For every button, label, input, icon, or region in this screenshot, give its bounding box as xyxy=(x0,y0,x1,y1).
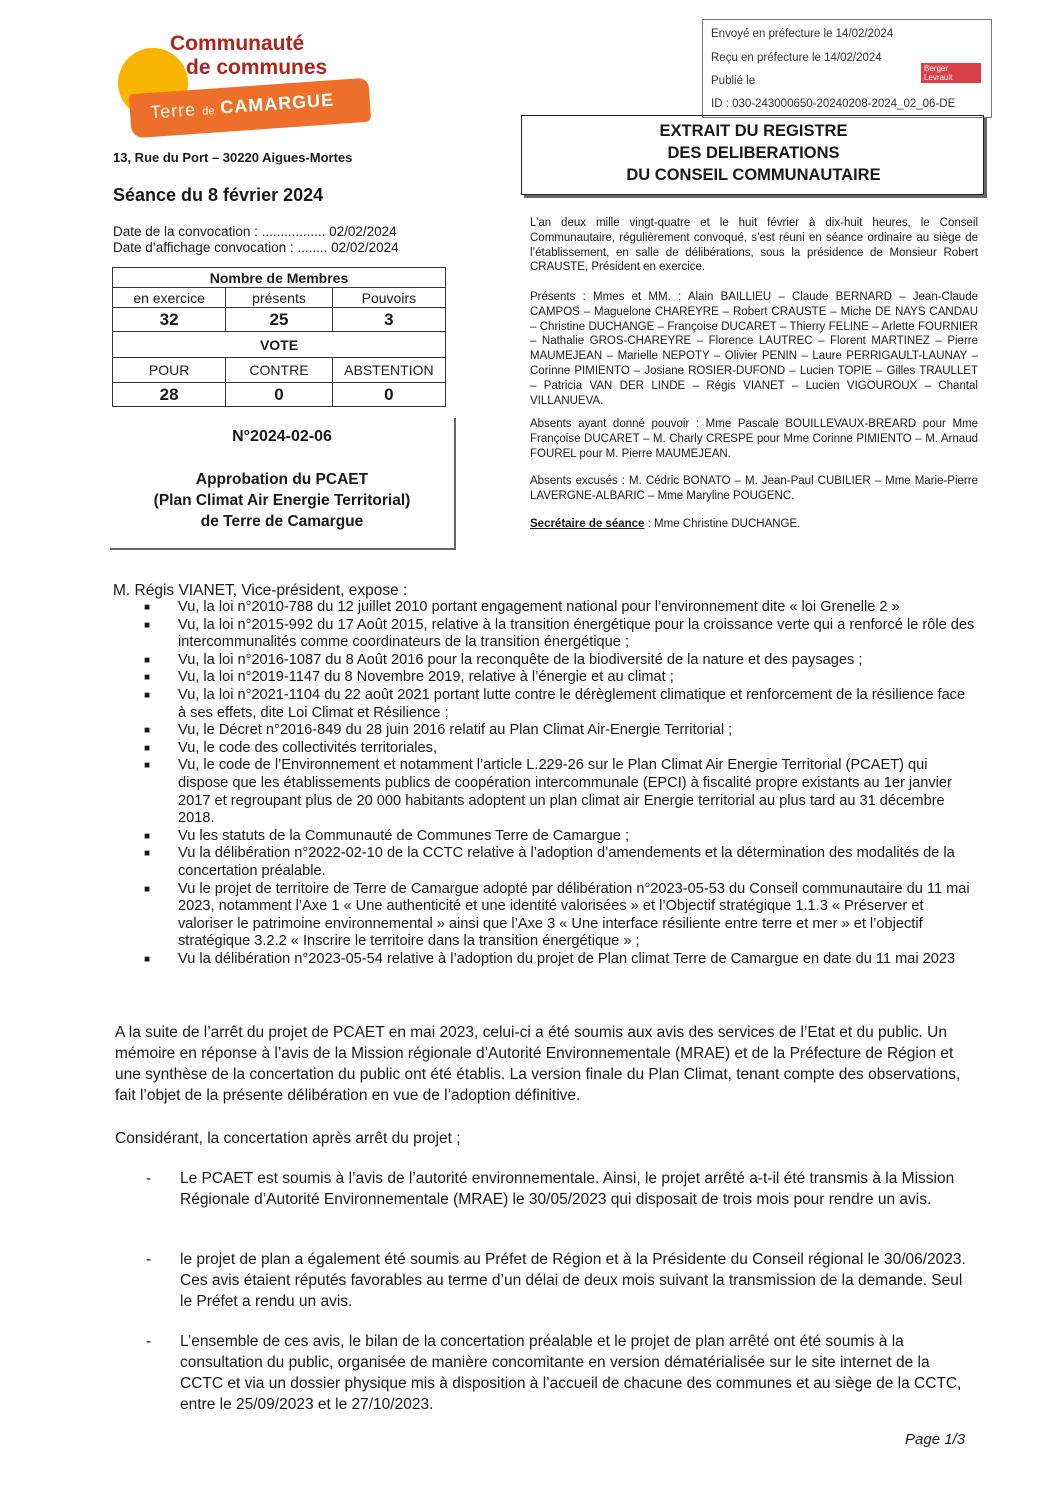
logo-terre: Terre xyxy=(149,99,197,123)
deliberation-title-line2: (Plan Climat Air Energie Territorial) xyxy=(153,492,411,509)
expose-intro: M. Régis VIANET, Vice-président, expose : xyxy=(113,582,408,599)
bullet-icon: ■ xyxy=(144,619,151,631)
logo-camargue: CAMARGUE xyxy=(219,89,335,118)
seance-date: Séance du 8 février 2024 xyxy=(113,185,324,205)
page-number: Page 1/3 xyxy=(905,1431,966,1448)
list-item: ■ Vu le projet de territoire de Terre de Camargue adopté par délibération n°2023-05-53 du Conseil communautaire du 11 mai 2023, notamment l’Axe 1 « Une authenticité et une identité valorisées » et l’Objectif stratégique 1.1.3 « Préserver et valoriser le patrimoine environnemental » ainsi que l’Axe 3 « Une interface résiliente entre terre et mer » et l’objectif stratégique 3.2.2 « Inscrire le territoire dans la transition énergétique » ; xyxy=(144,880,970,950)
list-item: ■ Vu, le code de l’Environnement et notamment l’article L.229-26 sur le Plan Climat Air Energie Territorial (PCAET) qui dispose que les établissements publics de coopération intercommunale (EPCI) à fiscalité propre existants au 1er janvier 2017 et regroupant plus de 20 000 habitants adoptent un plan climat air Energie territorial au plus tard au 31 décembre 2018. xyxy=(144,757,952,827)
list-item: ■ Vu, la loi n°2019-1147 du 8 Novembre 2019, relative à l’énergie et au climat ; xyxy=(144,669,674,686)
members-val-exercice: 32 xyxy=(113,308,226,332)
vote-col-contre: CONTRE xyxy=(226,358,333,383)
vote-val-pour: 28 xyxy=(113,383,226,407)
members-col-pouvoirs: Pouvoirs xyxy=(332,288,445,308)
presents-list: Présents : Mmes et MM. : Alain BAILLIEU – Claude BERNARD – Jean-Claude CAMPOS – Maguelone CHAREYRE – Robert CRAUSTE – Miche DE NAYS CANDAU – Christine DUCHANGE – Françoise DUCARET – Thierry FELINE – Arlette FOURNIER – Nathalie GROS-CHAREYRE – Florence LAUTREC – Florent MARTINEZ – Pierre MAUMEJEAN – Marielle NEPOTY – Olivier PENIN – Laure PERRIGAULT-LAUNAY – Corinne PIMIENTO – Josiane ROSIER-DUFOND – Lucien TOPIE – Gilles TRAULLET – Patricia VAN DER LINDE – Régis VIANET – Lucien VIGOUROUX – Chantal VILLANUEVA. xyxy=(530,291,978,407)
bullet-icon: ■ xyxy=(144,602,151,613)
vote-col-abstention: ABSTENTION xyxy=(332,358,445,383)
members-val-pouvoirs: 3 xyxy=(332,308,445,332)
affichage-date: Date d’affichage convocation : ........ 02/02/2024 xyxy=(113,240,399,255)
vote-val-abstention: 0 xyxy=(332,383,445,407)
bullet-icon: ■ xyxy=(144,848,151,860)
list-item: ■ Vu, la loi n°2016-1087 du 8 Août 2016 pour la reconquête de la biodiversité de la nature et des paysages ; xyxy=(144,651,863,668)
excuses-list: Absents excusés : M. Cédric BONATO – M. Jean-Paul CUBILIER – Mme Marie-Pierre LAVERGNE-ALBARIC – Mme Maryline POUGENC. xyxy=(530,475,978,502)
bullet-icon: ■ xyxy=(144,883,151,895)
logo-text-line2: de communes xyxy=(186,56,328,79)
convocation-date: Date de la convocation : ................. 02/02/2024 xyxy=(113,224,397,239)
bullet-icon: ■ xyxy=(144,725,151,737)
stamp-envoye: Envoyé en préfecture le 14/02/2024 xyxy=(711,28,894,40)
list-item: - Le PCAET est soumis à l’avis de l’autorité environnementale. Ainsi, le projet arrêté a-t-il été transmis à la Mission Régionale d’Autorité Environnementale (MRAE) le 30/05/2023 qui disposait de trois mois pour rendre un avis. xyxy=(146,1170,955,1208)
extract-line1: EXTRAIT DU REGISTRE xyxy=(659,122,848,140)
extract-line2: DES DELIBERATIONS xyxy=(667,144,840,162)
members-col-exercice: en exercice xyxy=(113,288,226,308)
secretaire xyxy=(530,517,978,532)
logo-text-line1: Communauté xyxy=(170,32,305,55)
bullet-icon: ■ xyxy=(144,830,151,842)
stamp-publie: Publié le xyxy=(711,75,756,87)
paragraph-arret: A la suite de l’arrêt du projet de PCAET en mai 2023, celui-ci a été soumis aux avis des services de l’Etat et du public. Un mémoire en réponse à l’avis de la Mission régionale d’Autorité Environnementale (MRAE) et de la Préfecture de Région et une synthèse de la concertation du public ont été établis. La version finale du Plan Climat, tenant compte des observations, fait l’objet de la présente délibération en vue de l’adoption définitive. xyxy=(115,1024,961,1104)
considerant: Considérant, la concertation après arrêt du projet ; xyxy=(115,1130,461,1147)
members-title: Nombre de Membres xyxy=(113,268,446,288)
bullet-icon: ■ xyxy=(144,672,151,684)
list-item: ■ Vu la délibération n°2022-02-10 de la CCTC relative à l’adoption d’amendements et la détermination des modalités de la concertation préalable. xyxy=(144,845,955,879)
list-item: - le projet de plan a également été soumis au Préfet de Région et à la Présidente du Conseil régional le 30/06/2023. Ces avis étaient réputés favorables au terme d’un délai de deux mois suivant la transmission de la demande. Seul le Préfet a rendu un avis. xyxy=(146,1251,966,1310)
bullet-icon: ■ xyxy=(144,689,151,701)
dash-icon: - xyxy=(146,1251,152,1268)
vote-title: VOTE xyxy=(113,332,446,358)
address: 13, Rue du Port – 30220 Aigues-Mortes xyxy=(113,150,353,165)
vote-col-pour: POUR xyxy=(113,358,226,383)
vote-val-contre: 0 xyxy=(226,383,333,407)
vu-list xyxy=(140,599,975,968)
prefecture-stamp xyxy=(702,19,992,118)
list-item: ■ Vu la délibération n°2023-05-54 relative à l’adoption du projet de Plan climat Terre de Camargue en date du 11 mai 2023 xyxy=(144,950,956,967)
members-val-presents: 25 xyxy=(226,308,333,332)
members-table xyxy=(112,267,446,407)
bullet-icon: ■ xyxy=(144,742,151,754)
berger-levrault-logo: Berger Levrault xyxy=(921,63,981,83)
list-item: ■ Vu, le code des collectivités territoriales, xyxy=(144,739,438,756)
bullet-icon: ■ xyxy=(144,654,151,666)
dash-icon: - xyxy=(146,1333,152,1350)
list-item: ■ Vu les statuts de la Communauté de Communes Terre de Camargue ; xyxy=(144,827,630,844)
pouvoirs-list: Absents ayant donné pouvoir : Mme Pascale BOUILLEVAUX-BREARD pour Mme Françoise DUCARET – M. Charly CRESPE pour Mme Corinne PIMIENTO – M. Arnaud FOUREL pour M. Pierre MAUMEJEAN. xyxy=(530,418,978,460)
bullet-icon: ■ xyxy=(144,760,151,772)
deliberation-number: N°2024-02-06 xyxy=(232,428,332,445)
members-col-presents: présents xyxy=(226,288,333,308)
extract-line3: DU CONSEIL COMMUNAUTAIRE xyxy=(626,166,881,184)
list-item: ■ Vu, la loi n°2015-992 du 17 Août 2015, relative à la transition énergétique pour la croissance verte qui a renforcé le rôle des intercommunalités comme coordinateurs de la transition énergétique ; xyxy=(144,616,975,651)
stamp-id: ID : 030-243000650-20240208-2024_02_06-DE xyxy=(711,98,956,110)
list-item: ■ Vu, la loi n°2021-1104 du 22 août 2021 portant lutte contre le dérèglement climatique et renforcement de la résilience face à ses effets, dite Loi Climat et Résilience ; xyxy=(144,686,966,721)
logo-de: de xyxy=(201,104,215,118)
preamble: L’an deux mille vingt-quatre et le huit février à dix-huit heures, le Conseil Communautaire, régulièrement convoqué, s’est réuni en séance ordinaire au siège de l’établissement, en salle de délibérations, sous la présidence de Monsieur Robert CRAUSTE, Président en exercice. xyxy=(530,217,978,274)
list-item: - L’ensemble de ces avis, le bilan de la concertation préalable et le projet de plan arrêté ont été soumis à la consultation du public, organisée de manière concomitante en version dématérialisée sur le site internet de la CCTC et via un dossier physique mis à disposition à l’accueil de chacune des communes et au siège de la CCTC, entre le 25/09/2023 et le 27/10/2023. xyxy=(146,1333,962,1413)
bullet-icon: ■ xyxy=(144,953,151,965)
list-item: ■ Vu, la loi n°2010-788 du 12 juillet 2010 portant engagement national pour l’environnement dite « loi Grenelle 2 » xyxy=(144,599,900,615)
dash-icon: - xyxy=(146,1170,152,1187)
deliberation-title-line3: de Terre de Camargue xyxy=(200,513,364,530)
secretaire-name: : Mme Christine DUCHANGE. xyxy=(644,518,801,530)
secretaire-label: Secrétaire de séance xyxy=(530,518,645,530)
stamp-recu: Reçu en préfecture le 14/02/2024 xyxy=(711,52,882,64)
deliberation-title-line1: Approbation du PCAET xyxy=(195,471,369,488)
list-item: ■ Vu, le Décret n°2016-849 du 28 juin 2016 relatif au Plan Climat Air-Energie Territorial ; xyxy=(144,722,733,739)
